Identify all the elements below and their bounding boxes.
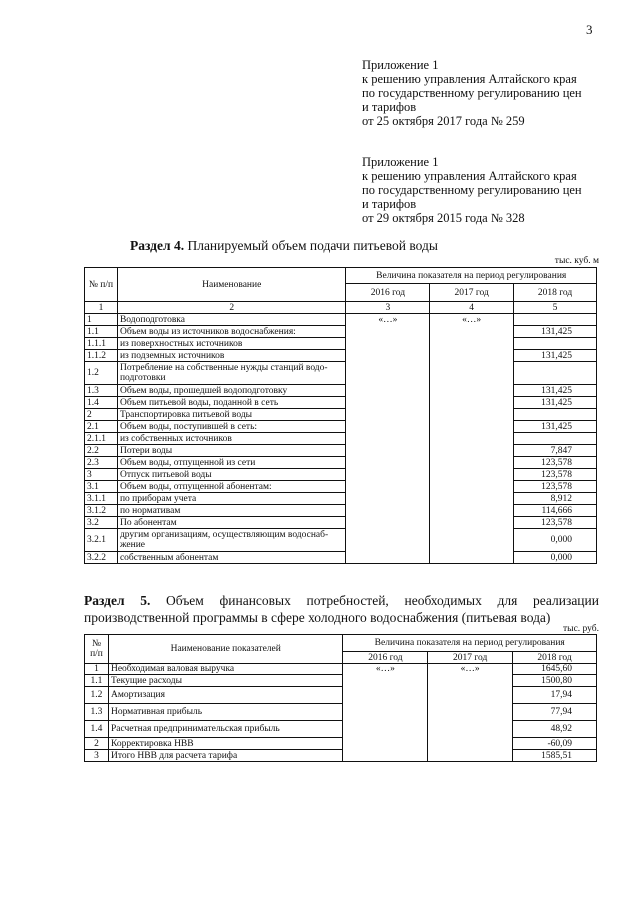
value-2018 <box>514 314 597 326</box>
value-2018 <box>514 338 597 350</box>
section4-title <box>130 238 438 254</box>
value-2018: 123,578 <box>514 457 597 469</box>
table-row <box>85 385 597 397</box>
row-num: 1.1.1 <box>85 338 118 350</box>
appendix-block-2017 <box>362 58 582 128</box>
row-name: по нормативам <box>117 505 346 517</box>
row-name: Объем воды из источников водоснабжения: <box>117 326 346 338</box>
section5-label: Раздел 5. <box>84 593 151 608</box>
row-num: 2.1.1 <box>85 433 118 445</box>
col-index: 3 <box>346 302 430 314</box>
row-name: Текущие расходы <box>108 675 343 687</box>
value-2018: 1585,51 <box>513 750 597 762</box>
row-num: 1.1 <box>85 326 118 338</box>
value-2018: 123,578 <box>514 481 597 493</box>
row-num: 1 <box>85 314 118 326</box>
section5-title <box>84 592 599 626</box>
row-num: 3 <box>85 750 109 762</box>
header-name: Наименование <box>117 268 346 302</box>
appendix-line: от 25 октября 2017 года № 259 <box>362 114 525 128</box>
row-num: 1.4 <box>85 721 109 738</box>
row-num: 3.2.2 <box>85 552 118 564</box>
header-2017: 2017 год <box>430 284 514 302</box>
table-row <box>85 362 597 385</box>
row-name: Потребление на собственные нужды станций водо-подготовки <box>117 362 346 385</box>
appendix-line: по государственному регулированию цен <box>362 183 582 197</box>
header-period: Величина показателя на период регулирования <box>343 635 597 652</box>
row-num: 2.3 <box>85 457 118 469</box>
appendix-line: и тарифов <box>362 197 417 211</box>
table-row <box>85 421 597 433</box>
appendix-line: Приложение 1 <box>362 58 439 72</box>
row-num: 2.2 <box>85 445 118 457</box>
row-name: Объем воды, отпущенной из сети <box>117 457 346 469</box>
table-row <box>85 314 597 326</box>
table-row <box>85 397 597 409</box>
appendix-line: по государственному регулированию цен <box>362 86 582 100</box>
header-name: Наименование показателей <box>108 635 343 664</box>
value-2018: 1645,60 <box>513 664 597 675</box>
table-row <box>85 675 597 687</box>
value-2018: 7,847 <box>514 445 597 457</box>
row-name: собственным абонентам <box>117 552 346 564</box>
value-2018: 77,94 <box>513 704 597 721</box>
row-num: 1.1 <box>85 675 109 687</box>
header-2018: 2018 год <box>513 652 597 664</box>
row-name: из подземных источников <box>117 350 346 362</box>
value-2017: «…» <box>430 314 514 326</box>
row-name: Транспортировка питьевой воды <box>117 409 346 421</box>
row-name: Отпуск питьевой воды <box>117 469 346 481</box>
appendix-block-2015 <box>362 155 582 225</box>
appendix-line: к решению управления Алтайского края <box>362 169 577 183</box>
header-num: № п/п <box>85 635 109 664</box>
row-num: 3.1.1 <box>85 493 118 505</box>
table-row <box>85 457 597 469</box>
table-row <box>85 433 597 445</box>
row-num: 1.2 <box>85 362 118 385</box>
row-num: 3.1 <box>85 481 118 493</box>
row-name: Нормативная прибыль <box>108 704 343 721</box>
value-2018: 131,425 <box>514 326 597 338</box>
table-row <box>85 493 597 505</box>
row-name: из собственных источников <box>117 433 346 445</box>
row-num: 1.1.2 <box>85 350 118 362</box>
value-2018: 123,578 <box>514 469 597 481</box>
row-name: Потери воды <box>117 445 346 457</box>
row-num: 2 <box>85 738 109 750</box>
page-number: 3 <box>586 22 593 37</box>
table-row <box>85 409 597 421</box>
section4-table <box>84 267 597 564</box>
value-2018: 8,912 <box>514 493 597 505</box>
row-num: 2.1 <box>85 421 118 433</box>
row-name: Необходимая валовая выручка <box>108 664 343 675</box>
value-2018: 17,94 <box>513 687 597 704</box>
row-num: 3.2.1 <box>85 529 118 552</box>
value-2018: 131,425 <box>514 421 597 433</box>
value-2018: 123,578 <box>514 517 597 529</box>
header-2018: 2018 год <box>514 284 597 302</box>
value-2018: 1500,80 <box>513 675 597 687</box>
value-2018: 131,425 <box>514 397 597 409</box>
value-2018: 131,425 <box>514 385 597 397</box>
section5-title-text: Объем финансовых потребностей, необходимых для реализации производственной программы в сфере холодного водоснабжения (питьевая вода) <box>84 593 599 625</box>
value-2018: 114,666 <box>514 505 597 517</box>
appendix-line: Приложение 1 <box>362 155 439 169</box>
table-row <box>85 469 597 481</box>
row-name: по приборам учета <box>117 493 346 505</box>
appendix-line: от 29 октября 2015 года № 328 <box>362 211 525 225</box>
section5-unit: тыс. руб. <box>563 624 599 634</box>
table-row <box>85 481 597 493</box>
value-2016: «…» <box>343 664 428 675</box>
appendix-line: к решению управления Алтайского края <box>362 72 577 86</box>
header-period: Величина показателя на период регулирования <box>346 268 597 284</box>
table-row <box>85 338 597 350</box>
header-2017: 2017 год <box>428 652 513 664</box>
row-name: Объем воды, поступившей в сеть: <box>117 421 346 433</box>
table-row <box>85 704 597 721</box>
row-num: 2 <box>85 409 118 421</box>
row-name: другим организациям, осуществляющим водоснаб-жение <box>117 529 346 552</box>
section4-title-text: Планируемый объем подачи питьевой воды <box>187 238 438 253</box>
value-2018: 131,425 <box>514 350 597 362</box>
appendix-line: и тарифов <box>362 100 417 114</box>
row-num: 3.1.2 <box>85 505 118 517</box>
table-row <box>85 552 597 564</box>
table-row <box>85 721 597 738</box>
col-index: 1 <box>85 302 118 314</box>
row-name: из поверхностных источников <box>117 338 346 350</box>
col-index: 5 <box>514 302 597 314</box>
row-num: 1.4 <box>85 397 118 409</box>
table-row <box>85 529 597 552</box>
header-2016: 2016 год <box>346 284 430 302</box>
table-row <box>85 350 597 362</box>
table-row <box>85 326 597 338</box>
table-row <box>85 445 597 457</box>
row-name: Водоподготовка <box>117 314 346 326</box>
row-num: 3 <box>85 469 118 481</box>
col-index: 2 <box>117 302 346 314</box>
table-row <box>85 687 597 704</box>
value-2018 <box>514 409 597 421</box>
table-row <box>85 738 597 750</box>
row-num: 1.3 <box>85 385 118 397</box>
value-2018: 0,000 <box>514 529 597 552</box>
section4-label: Раздел 4. <box>130 238 185 253</box>
row-name: Амортизация <box>108 687 343 704</box>
value-2017: «…» <box>428 664 513 675</box>
row-name: Корректировка НВВ <box>108 738 343 750</box>
row-num: 1 <box>85 664 109 675</box>
col-index: 4 <box>430 302 514 314</box>
table-row <box>85 517 597 529</box>
row-name: Объем воды, отпущенной абонентам: <box>117 481 346 493</box>
row-name: Итого НВВ для расчета тарифа <box>108 750 343 762</box>
value-2018 <box>514 362 597 385</box>
table-row <box>85 505 597 517</box>
value-2018 <box>514 433 597 445</box>
row-name: Объем воды, прошедшей водоподготовку <box>117 385 346 397</box>
row-num: 1.3 <box>85 704 109 721</box>
value-2018: -60,09 <box>513 738 597 750</box>
table-row <box>85 664 597 675</box>
value-2018: 48,92 <box>513 721 597 738</box>
header-num: № п/п <box>85 268 118 302</box>
value-2018: 0,000 <box>514 552 597 564</box>
section5-table <box>84 634 597 762</box>
section4-unit: тыс. куб. м <box>554 256 599 266</box>
value-2016: «…» <box>346 314 430 326</box>
row-name: По абонентам <box>117 517 346 529</box>
table-row <box>85 750 597 762</box>
row-name: Объем питьевой воды, поданной в сеть <box>117 397 346 409</box>
row-name: Расчетная предпринимательская прибыль <box>108 721 343 738</box>
row-num: 3.2 <box>85 517 118 529</box>
row-num: 1.2 <box>85 687 109 704</box>
header-2016: 2016 год <box>343 652 428 664</box>
